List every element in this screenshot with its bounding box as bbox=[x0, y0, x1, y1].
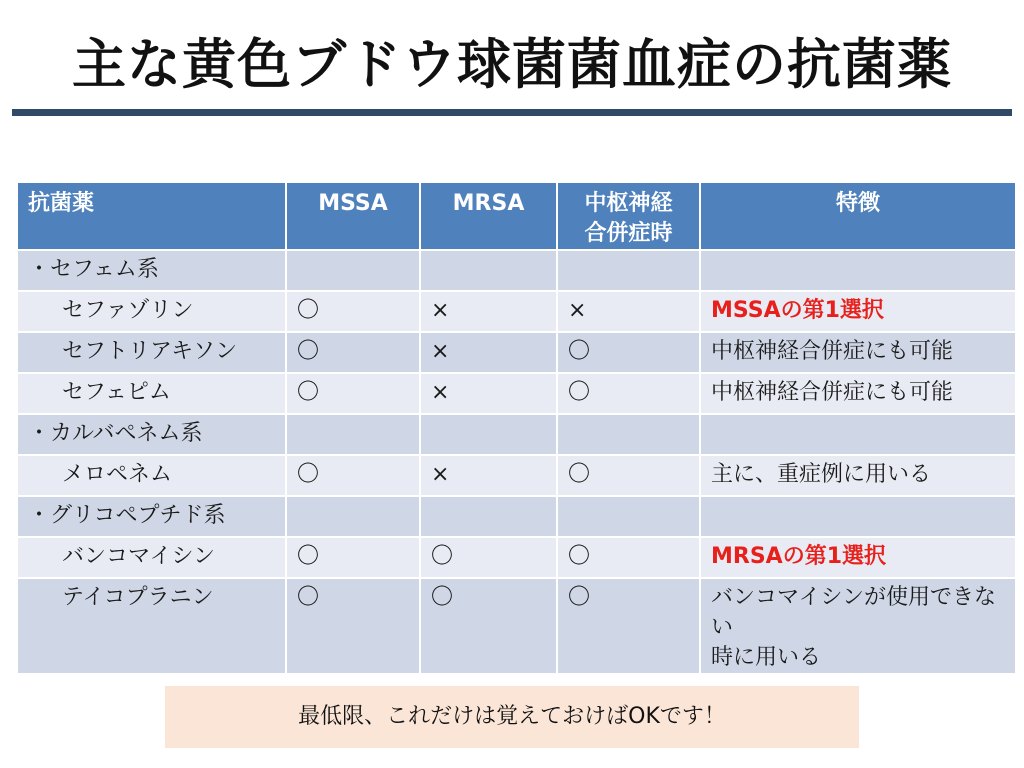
cell-feature: バンコマイシンが使用できない 時に用いる bbox=[700, 578, 1016, 674]
header-cns-label: 中枢神経 合併症時 bbox=[584, 191, 673, 246]
cell-mssa: 〇 bbox=[286, 291, 420, 332]
cell-cns: 〇 bbox=[557, 373, 700, 414]
cell-drug: セフェピム bbox=[17, 373, 286, 414]
header-mssa: MSSA bbox=[286, 182, 420, 250]
cell-mrsa: × bbox=[420, 373, 557, 414]
slide-title: 主な黄色ブドウ球菌菌血症の抗菌薬 bbox=[72, 33, 952, 96]
header-cns bbox=[557, 182, 700, 250]
header-feature: 特徴 bbox=[700, 182, 1016, 250]
cell-cns: 〇 bbox=[557, 455, 700, 496]
cell-cns: 〇 bbox=[557, 578, 700, 674]
cell-mssa: 〇 bbox=[286, 455, 420, 496]
cell-mrsa: 〇 bbox=[420, 537, 557, 578]
cell-mssa: 〇 bbox=[286, 537, 420, 578]
header-drug: 抗菌薬 bbox=[17, 182, 286, 250]
cell-mrsa: × bbox=[420, 455, 557, 496]
cell-mrsa bbox=[420, 414, 557, 455]
cell-drug: ・セフェム系 bbox=[17, 250, 286, 291]
cell-mrsa: × bbox=[420, 291, 557, 332]
cell-cns: 〇 bbox=[557, 332, 700, 373]
table-row bbox=[17, 291, 1016, 332]
antibiotic-table bbox=[16, 181, 1017, 675]
cell-feature bbox=[700, 250, 1016, 291]
cell-mssa bbox=[286, 414, 420, 455]
cell-mssa: 〇 bbox=[286, 373, 420, 414]
cell-feature: MSSAの第1選択 bbox=[700, 291, 1016, 332]
cell-feature: 中枢神経合併症にも可能 bbox=[700, 332, 1016, 373]
cell-drug: ・カルバペネム系 bbox=[17, 414, 286, 455]
table-row bbox=[17, 537, 1016, 578]
cell-drug: セフトリアキソン bbox=[17, 332, 286, 373]
cell-feature: 中枢神経合併症にも可能 bbox=[700, 373, 1016, 414]
cell-cns bbox=[557, 250, 700, 291]
cell-drug: テイコプラニン bbox=[17, 578, 286, 674]
table-row bbox=[17, 578, 1016, 674]
cell-mssa bbox=[286, 496, 420, 537]
cell-mrsa: × bbox=[420, 332, 557, 373]
cell-feature bbox=[700, 496, 1016, 537]
table-row bbox=[17, 250, 1016, 291]
cell-mssa: 〇 bbox=[286, 332, 420, 373]
cell-feature bbox=[700, 414, 1016, 455]
table-row bbox=[17, 332, 1016, 373]
cell-mrsa bbox=[420, 250, 557, 291]
cell-mssa: 〇 bbox=[286, 578, 420, 674]
cell-feature: 主に、重症例に用いる bbox=[700, 455, 1016, 496]
cell-cns bbox=[557, 414, 700, 455]
table-row bbox=[17, 496, 1016, 537]
summary-note: 最低限、これだけは覚えておけばOKです！ bbox=[165, 686, 859, 748]
table-row bbox=[17, 373, 1016, 414]
cell-drug: バンコマイシン bbox=[17, 537, 286, 578]
cell-mssa bbox=[286, 250, 420, 291]
table-row bbox=[17, 455, 1016, 496]
cell-feature: MRSAの第1選択 bbox=[700, 537, 1016, 578]
title-underline bbox=[12, 109, 1012, 116]
cell-mrsa: 〇 bbox=[420, 578, 557, 674]
cell-mrsa bbox=[420, 496, 557, 537]
header-mrsa: MRSA bbox=[420, 182, 557, 250]
table-header-row bbox=[17, 182, 1016, 250]
cell-cns: × bbox=[557, 291, 700, 332]
cell-cns bbox=[557, 496, 700, 537]
cell-cns: 〇 bbox=[557, 537, 700, 578]
table-body bbox=[17, 250, 1016, 674]
cell-drug: ・グリコペプチド系 bbox=[17, 496, 286, 537]
table-row bbox=[17, 414, 1016, 455]
cell-drug: セファゾリン bbox=[17, 291, 286, 332]
cell-drug: メロペネム bbox=[17, 455, 286, 496]
